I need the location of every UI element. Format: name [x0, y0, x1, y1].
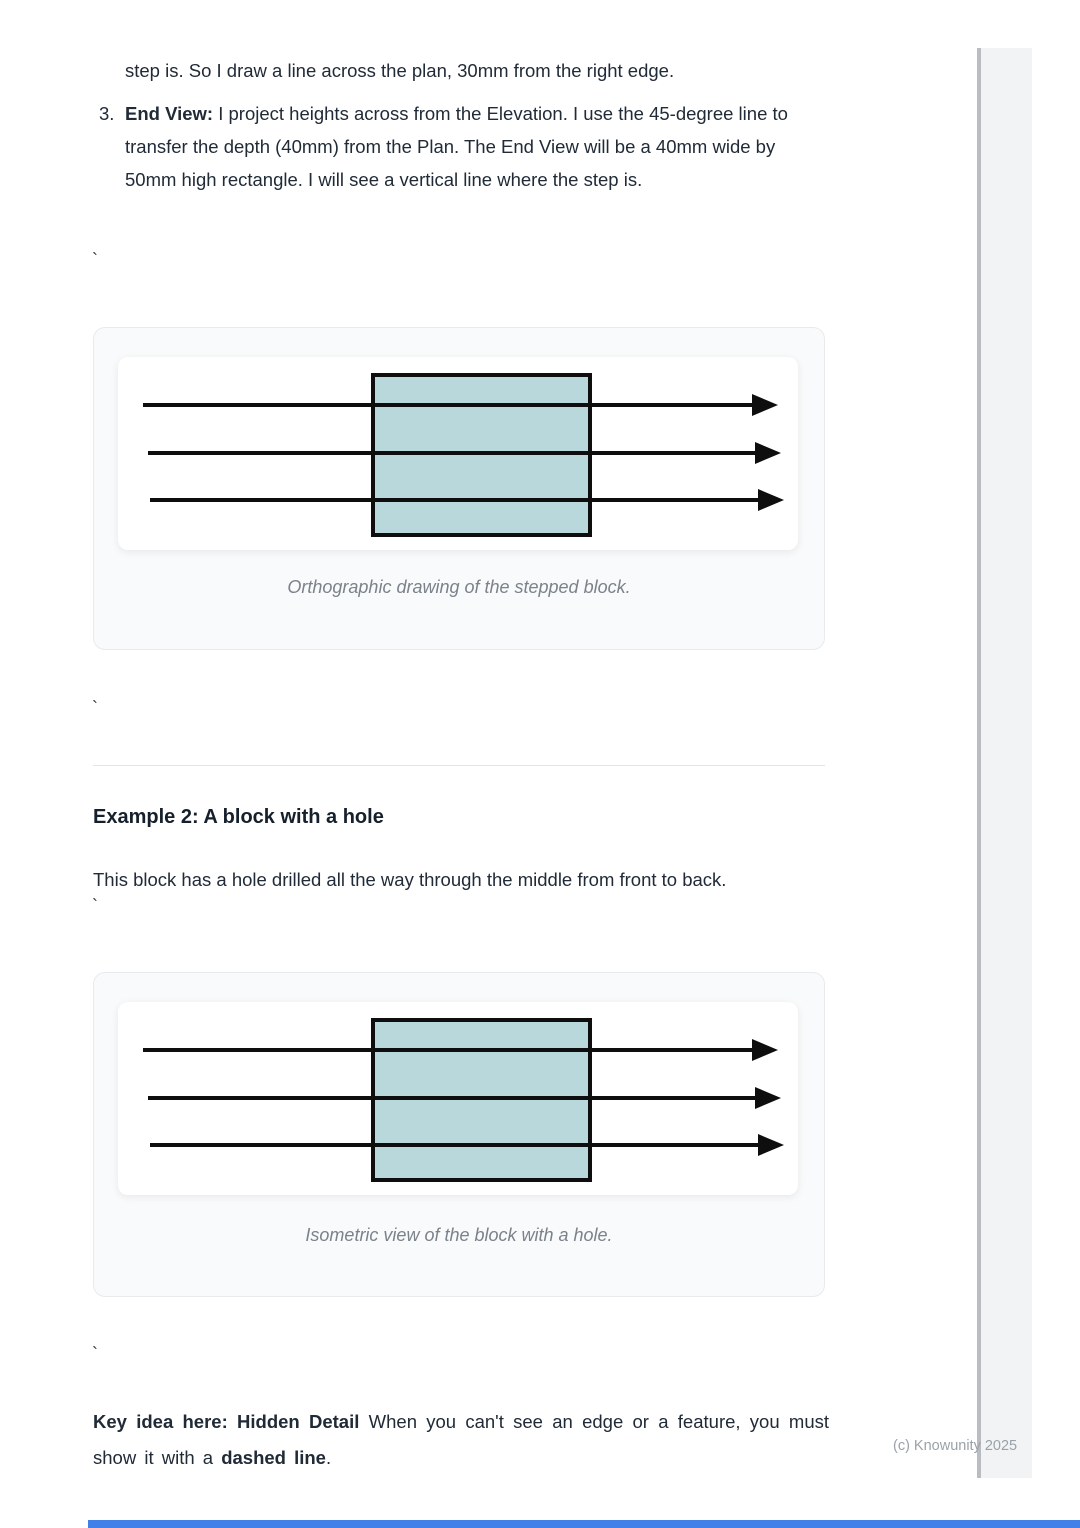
projection-diagram	[118, 1002, 798, 1195]
arrowhead-icon	[758, 1134, 784, 1156]
arrowhead-icon	[752, 1039, 778, 1061]
example-2-intro: This block has a hole drilled all the way through the middle from front to back.	[93, 869, 727, 890]
example-2-heading: Example 2: A block with a hole	[93, 806, 384, 828]
key-idea-bold-term: dashed line	[221, 1447, 326, 1468]
list-item-2-continuation: step is. So I draw a line across the plan, 30mm from the right edge.	[125, 60, 675, 81]
projection-diagram	[118, 357, 798, 550]
stray-backtick-4: `	[92, 1344, 98, 1364]
key-idea-mid: When you can't see an edge or a feature, you must show it with a	[93, 1411, 829, 1468]
arrowhead-icon	[758, 489, 784, 511]
figure-caption: Orthographic drawing of the stepped block.	[287, 577, 631, 597]
figure-canvas	[118, 1002, 798, 1195]
list-item-3-text	[125, 97, 827, 196]
arrowhead-icon	[755, 1087, 781, 1109]
key-idea-tail: .	[325, 1447, 332, 1468]
arrowhead-icon	[755, 442, 781, 464]
arrowhead-icon	[752, 394, 778, 416]
scrollbar-track[interactable]	[977, 48, 981, 1478]
copyright-label: (c) Knowunity 2025	[893, 1438, 1018, 1454]
figure-caption: Isometric view of the block with a hole.	[305, 1225, 613, 1245]
right-side-panel	[981, 48, 1032, 1478]
key-idea-lead: Key idea here: Hidden Detail	[93, 1411, 360, 1432]
stray-backtick-1: `	[92, 250, 98, 270]
stray-backtick-2: `	[92, 698, 98, 718]
stray-backtick-3: `	[92, 896, 98, 916]
figure-card-isometric	[93, 972, 825, 1297]
figure-card-orthographic	[93, 327, 825, 650]
list-item-3-number: 3.	[99, 103, 115, 124]
key-idea-paragraph	[93, 1404, 829, 1476]
list-item-3-body: I project heights across from the Elevation. I use the 45-degree line to transfer the depth (40mm) from the Plan. The End View will be a 40mm wide by 50mm high rectangle. I will see a vertical line where the step is.	[125, 103, 788, 190]
figure-canvas	[118, 357, 798, 550]
bottom-accent-bar	[88, 1520, 1080, 1528]
list-item-3-lead: End View:	[125, 103, 214, 124]
section-divider	[93, 765, 825, 766]
